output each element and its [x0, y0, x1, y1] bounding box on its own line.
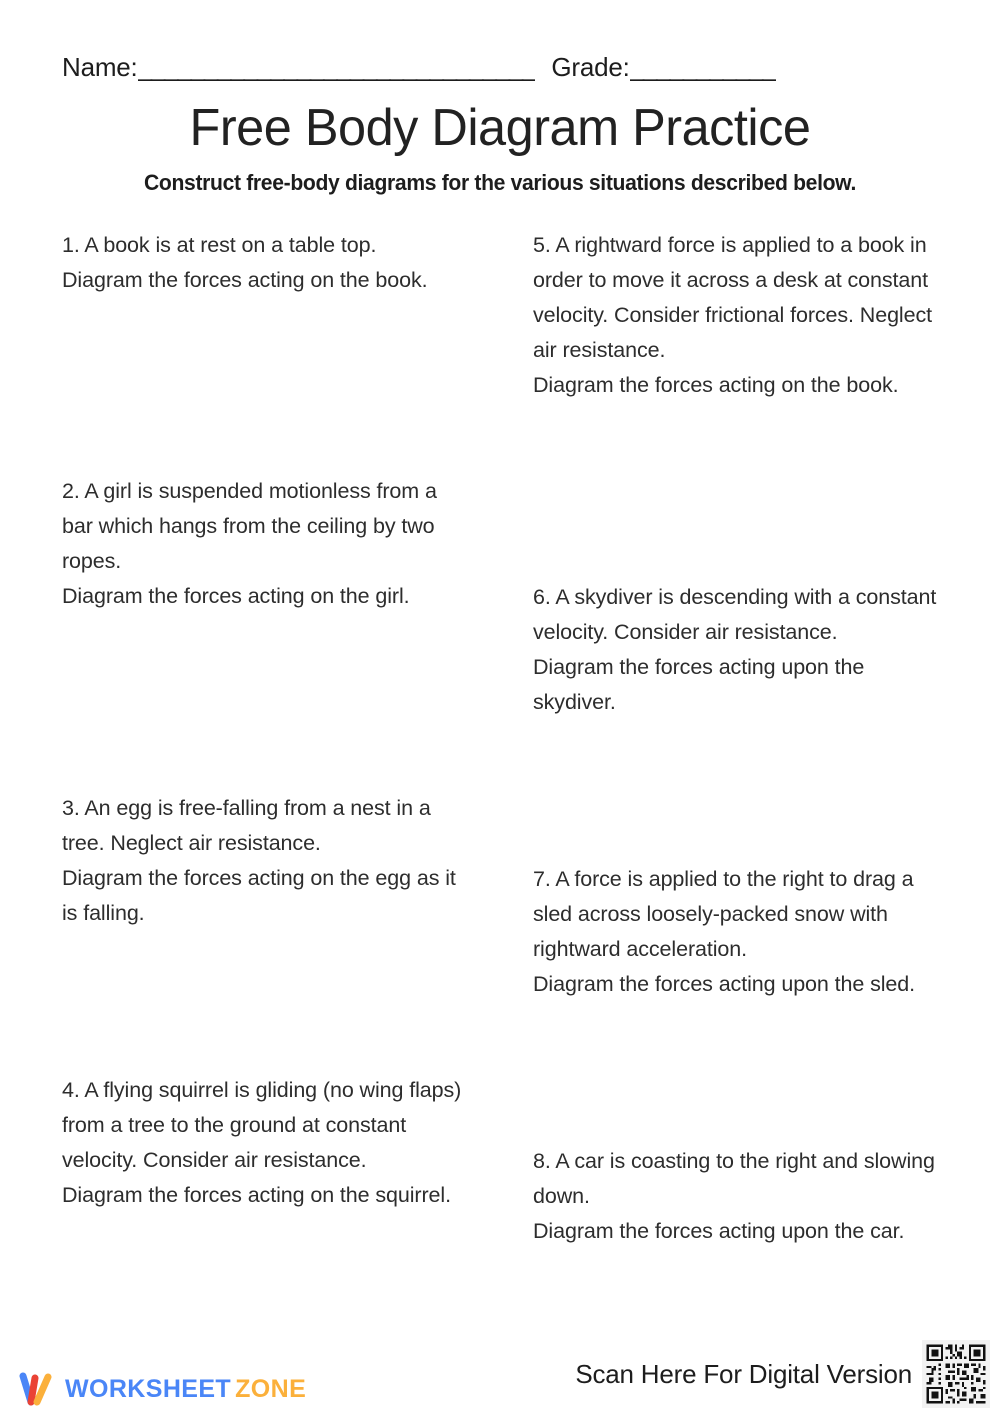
logo-word-worksheet: WORKSHEET — [65, 1374, 232, 1403]
worksheet-zone-logo-icon — [18, 1372, 56, 1406]
question-situation: 4. A flying squirrel is gliding (no wing flaps) from a tree to the ground at constant velocity. Consider air resistance. — [62, 1078, 462, 1172]
scan-digital-version-block[interactable] — [575, 1340, 990, 1408]
question-item-6 — [533, 580, 943, 720]
question-task: Diagram the forces acting on the egg as it is falling. — [62, 866, 456, 925]
question-task: Diagram the forces acting upon the car. — [533, 1219, 905, 1243]
page-subtitle: Construct free-body diagrams for the various situations described below. — [143, 170, 857, 195]
question-situation: 5. A rightward force is applied to a book in order to move it across a desk at constant velocity. Consider frictional forces. Neglect air resistance. — [533, 233, 932, 362]
question-task: Diagram the forces acting on the book. — [62, 268, 428, 292]
question-task: Diagram the forces acting on the girl. — [62, 584, 410, 608]
grade-label: Grade: — [551, 52, 630, 82]
question-item-3 — [62, 791, 462, 931]
qr-code-icon[interactable] — [922, 1340, 990, 1408]
question-situation: 2. A girl is suspended motionless from a bar which hangs from the ceiling by two ropes. — [62, 479, 437, 573]
questions-area — [0, 228, 1000, 1318]
question-task: Diagram the forces acting on the squirrel. — [62, 1183, 451, 1207]
name-fill-line[interactable]: ______________________________ — [137, 52, 536, 82]
question-task: Diagram the forces acting on the book. — [533, 373, 899, 397]
question-situation: 3. An egg is free-falling from a nest in a tree. Neglect air resistance. — [62, 796, 431, 855]
page-footer — [0, 1324, 1000, 1414]
name-label: Name: — [62, 52, 138, 82]
question-item-4 — [62, 1073, 462, 1213]
page-title: Free Body Diagram Practice — [189, 99, 811, 157]
question-item-2 — [62, 474, 462, 614]
name-grade-row — [62, 52, 938, 83]
question-item-5 — [533, 228, 943, 403]
scan-instruction-text: Scan Here For Digital Version — [575, 1358, 912, 1389]
question-situation: 6. A skydiver is descending with a constant velocity. Consider air resistance. — [533, 585, 937, 644]
logo-word-zone: ZONE — [235, 1374, 307, 1403]
question-item-7 — [533, 862, 943, 1002]
question-situation: 7. A force is applied to the right to drag a sled across loosely-packed snow with rightward acceleration. — [533, 867, 914, 961]
worksheet-zone-logo[interactable] — [18, 1372, 306, 1406]
grade-fill-line[interactable]: ___________ — [629, 52, 776, 82]
question-task: Diagram the forces acting upon the skydiver. — [533, 655, 865, 714]
question-task: Diagram the forces acting upon the sled. — [533, 972, 916, 996]
question-item-1 — [62, 228, 428, 298]
question-situation: 8. A car is coasting to the right and slowing down. — [533, 1149, 935, 1208]
worksheet-zone-wordmark — [65, 1375, 306, 1404]
question-item-8 — [533, 1144, 943, 1249]
question-situation: 1. A book is at rest on a table top. — [62, 233, 377, 257]
